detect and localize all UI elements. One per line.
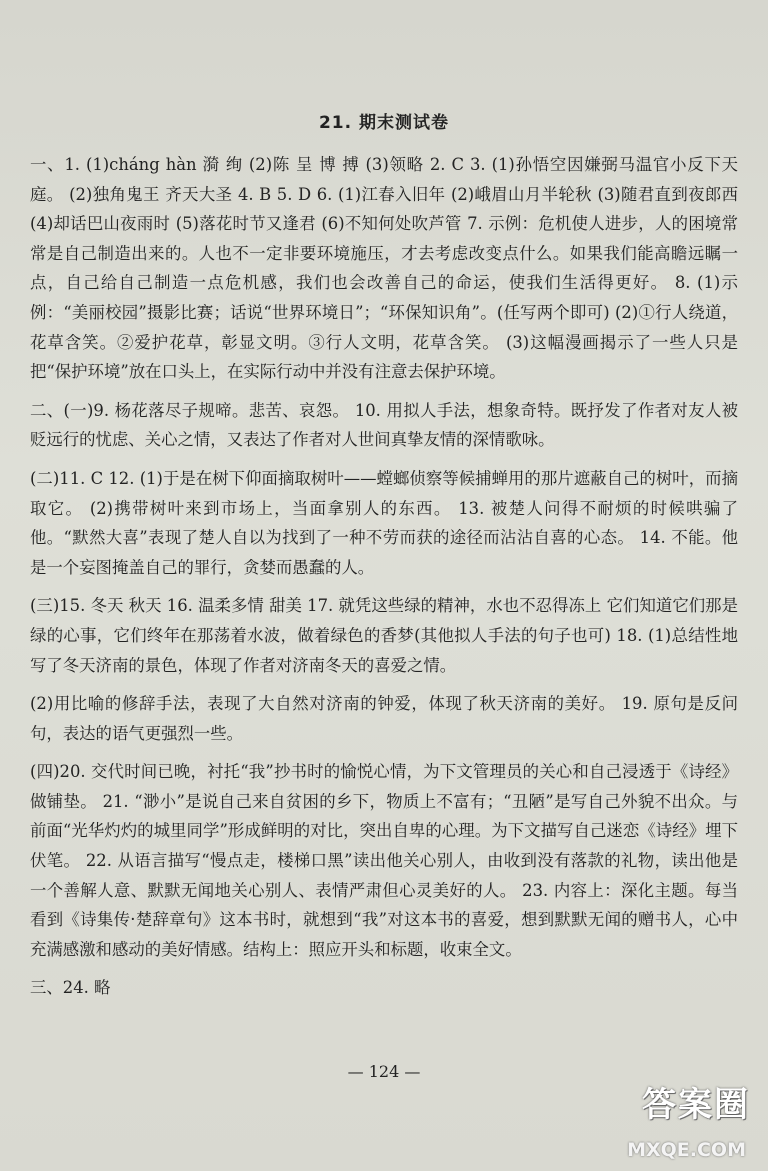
- watermark-url: MXQE.COM: [627, 1139, 746, 1161]
- section-2-part-2-answers: (二)11. C 12. (1)于是在树下仰面摘取树叶——螳螂侦察等候捕蝉用的那片遮蔽自己的树叶，而摘取它。 (2)携带树叶来到市场上，当面拿别人的东西。 13. 被楚人问得不耐烦的时候哄骗了他。“默然大喜”表现了楚人自以为找到了一种不劳而获的途径而沾沾自喜的心态。 14. 不能。他是一个妄图掩盖自己的罪行，贪婪而愚蠢的人。: [30, 468, 738, 577]
- page-title: 21. 期末测试卷: [318, 113, 450, 133]
- section-3-answers: 三、24. 略: [30, 978, 111, 998]
- section-2-part-3-answers: (三)15. 冬天 秋天 16. 温柔多情 甜美 17. 就凭这些绿的精神，水也不忍得冻上 它们知道它们那是绿的心事，它们终年在那荡着水波，做着绿色的香梦(其他拟人手法的句子也可) 18. (1)总结性地写了冬天济南的景色，体现了作者对济南冬天的喜爱之情。: [30, 596, 738, 675]
- section-2-part-4-answers: (四)20. 交代时间已晚，衬托“我”抄书时的愉悦心情，为下文管理员的关心和自己浸透于《诗经》做铺垫。 21. “渺小”是说自己来自贫困的乡下，物质上不富有；“丑陋”是写自己外貌不出众。与前面“光华灼灼的城里同学”形成鲜明的对比，突出自卑的心理。为下文描写自己迷恋《诗经》埋下伏笔。 22. 从语言描写“慢点走，楼梯口黑”读出他关心别人，由收到没有落款的礼物，读出他是一个善解人意、默默无闻地关心别人、表情严肃但心灵美好的人。 23. 内容上：深化主题。每当看到《诗集传·楚辞章句》这本书时，就想到“我”对这本书的喜爱，想到默默无闻的赠书人，心中充满感激和感动的美好情感。结构上：照应开头和标题，收束全文。: [30, 762, 738, 959]
- watermark-logo: [608, 1073, 758, 1163]
- answer-content: [30, 150, 738, 1012]
- page-number: — 124 —: [347, 1062, 421, 1081]
- watermark-logo-text: 答案圈: [642, 1085, 750, 1125]
- section-2-part-1-answers: 二、(一)9. 杨花落尽子规啼。悲苦、哀怨。 10. 用拟人手法，想象奇特。既抒发了作者对友人被贬远行的忧虑、关心之情，又表达了作者对人世间真挚友情的深情歌咏。: [30, 400, 738, 450]
- section-2-part-3-continued: (2)用比喻的修辞手法，表现了大自然对济南的钟爱，体现了秋天济南的美好。 19. 原句是反问句，表达的语气更强烈一些。: [30, 694, 738, 743]
- section-1-answers: 一、1. (1)cháng hàn 漪 绚 (2)陈 呈 博 搏 (3)领略 2. C 3. (1)孙悟空因嫌弼马温官小反下天庭。 (2)独角鬼王 齐天大圣 4. B 5. D 6. (1)江春入旧年 (2)峨眉山月半轮秋 (3)随君直到夜郎西 (4)却话巴山夜雨时 (5)落花时节又逢君 (6)不知何处吹芦管 7. 示例：危机使人进步，人的困境常常是自己制造出来的。人也不一定非要环境施压，才去考虑改变点什么。如果我们能高瞻远瞩一点，自己给自己制造一点危机感，我们也会改善自己的命运，使我们生活得更好。 8. (1)示例：“美丽校园”摄影比赛；话说“世界环境日”；“环保知识角”。(任写两个即可) (2)①行人绕道，花草含笑。②爱护花草，彰显文明。③行人文明，花草含笑。 (3)这幅漫画揭示了一些人只是把“保护环境”放在口头上，在实际行动中并没有注意去保护环境。: [30, 155, 738, 382]
